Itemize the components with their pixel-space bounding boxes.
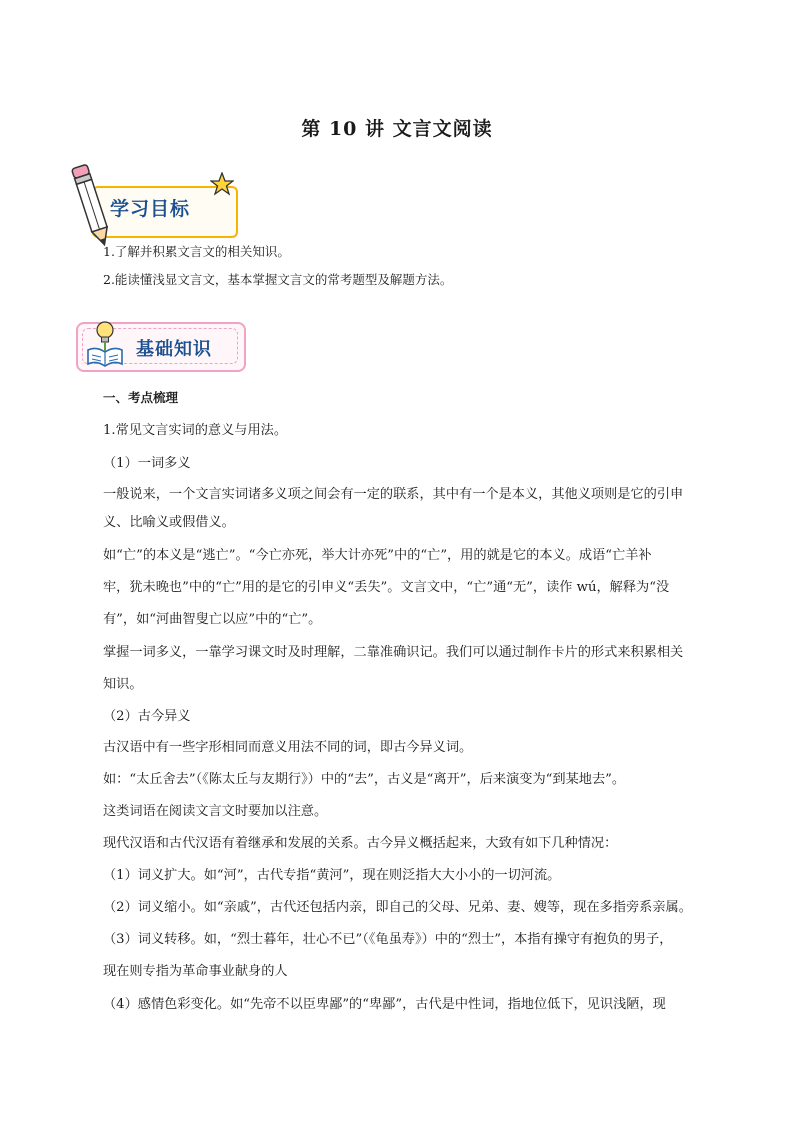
text-line: 如：“太丘舍去”（《陈太丘与友期行》）中的“去”，古义是“离开”，后来演变为“到某地去”。 xyxy=(103,772,626,787)
text-line: 知识。 xyxy=(103,677,143,692)
text-line: 有”，如“河曲智叟亡以应”中的“亡”。 xyxy=(103,612,322,627)
text-line: （1）词义扩大。如“河”，古代专指“黄河”，现在则泛指大大小小的一切河流。 xyxy=(103,868,561,883)
section-banner-goals xyxy=(70,160,240,252)
text-line: 1.常见文言实词的意义与用法。 xyxy=(103,423,288,438)
heading-line: 一、考点梳理 xyxy=(103,390,179,405)
text-line: 古汉语中有一些字形相同而意义用法不同的词，即古今异义词。 xyxy=(103,740,473,755)
section-banner-basics xyxy=(76,318,244,372)
text-line: 义、比喻义或假借义。 xyxy=(103,515,235,530)
book-lightbulb-icon xyxy=(82,318,128,372)
text-line: （4）感情色彩变化。如“先帝不以臣卑鄙”的“卑鄙”，古代是中性词，指地位低下，见识浅陋，现 xyxy=(103,997,666,1012)
text-line: 这类词语在阅读文言文时要加以注意。 xyxy=(103,804,328,819)
text-line: 牢，犹未晚也”中的“亡”用的是它的引申义“丢失”。文言文中，“亡”通“无”，读作 wú，解释为“没 xyxy=(103,580,670,595)
text-line: （2）词义缩小。如“亲戚”，古代还包括内亲，即自己的父母、兄弟、妻、嫂等，现在多指旁系亲属。 xyxy=(103,900,692,915)
goal-item: 1.了解并积累文言文的相关知识。 xyxy=(103,244,290,259)
text-line: 掌握一词多义，一靠学习课文时及时理解，二靠准确识记。我们可以通过制作卡片的形式来积累相关 xyxy=(103,645,684,660)
text-line: 如“亡”的本义是“逃亡”。“今亡亦死，举大计亦死”中的“亡”，用的就是它的本义。成语“亡羊补 xyxy=(103,548,652,563)
text-line: 现在则专指为革命事业献身的人 xyxy=(103,964,288,979)
goal-item: 2.能读懂浅显文言文，基本掌握文言文的常考题型及解题方法。 xyxy=(103,272,453,287)
section-label-goals: 学习目标 xyxy=(110,198,191,220)
page-title: 第 10 讲 文言文阅读 xyxy=(301,118,493,140)
text-line: 一般说来，一个文言实词诸多义项之间会有一定的联系，其中有一个是本义，其他义项则是它的引申 xyxy=(103,487,684,502)
text-line: （1）一词多义 xyxy=(103,456,191,471)
text-line: （2）古今异义 xyxy=(103,709,191,724)
section-label-basics: 基础知识 xyxy=(136,339,212,360)
text-line: （3）词义转移。如，“烈士暮年，壮心不已”（《龟虽寿》）中的“烈士”，本指有操守有抱负的男子， xyxy=(103,932,673,947)
text-line: 现代汉语和古代汉语有着继承和发展的关系。古今异义概括起来，大致有如下几种情况： xyxy=(103,836,618,851)
star-icon xyxy=(210,172,234,196)
